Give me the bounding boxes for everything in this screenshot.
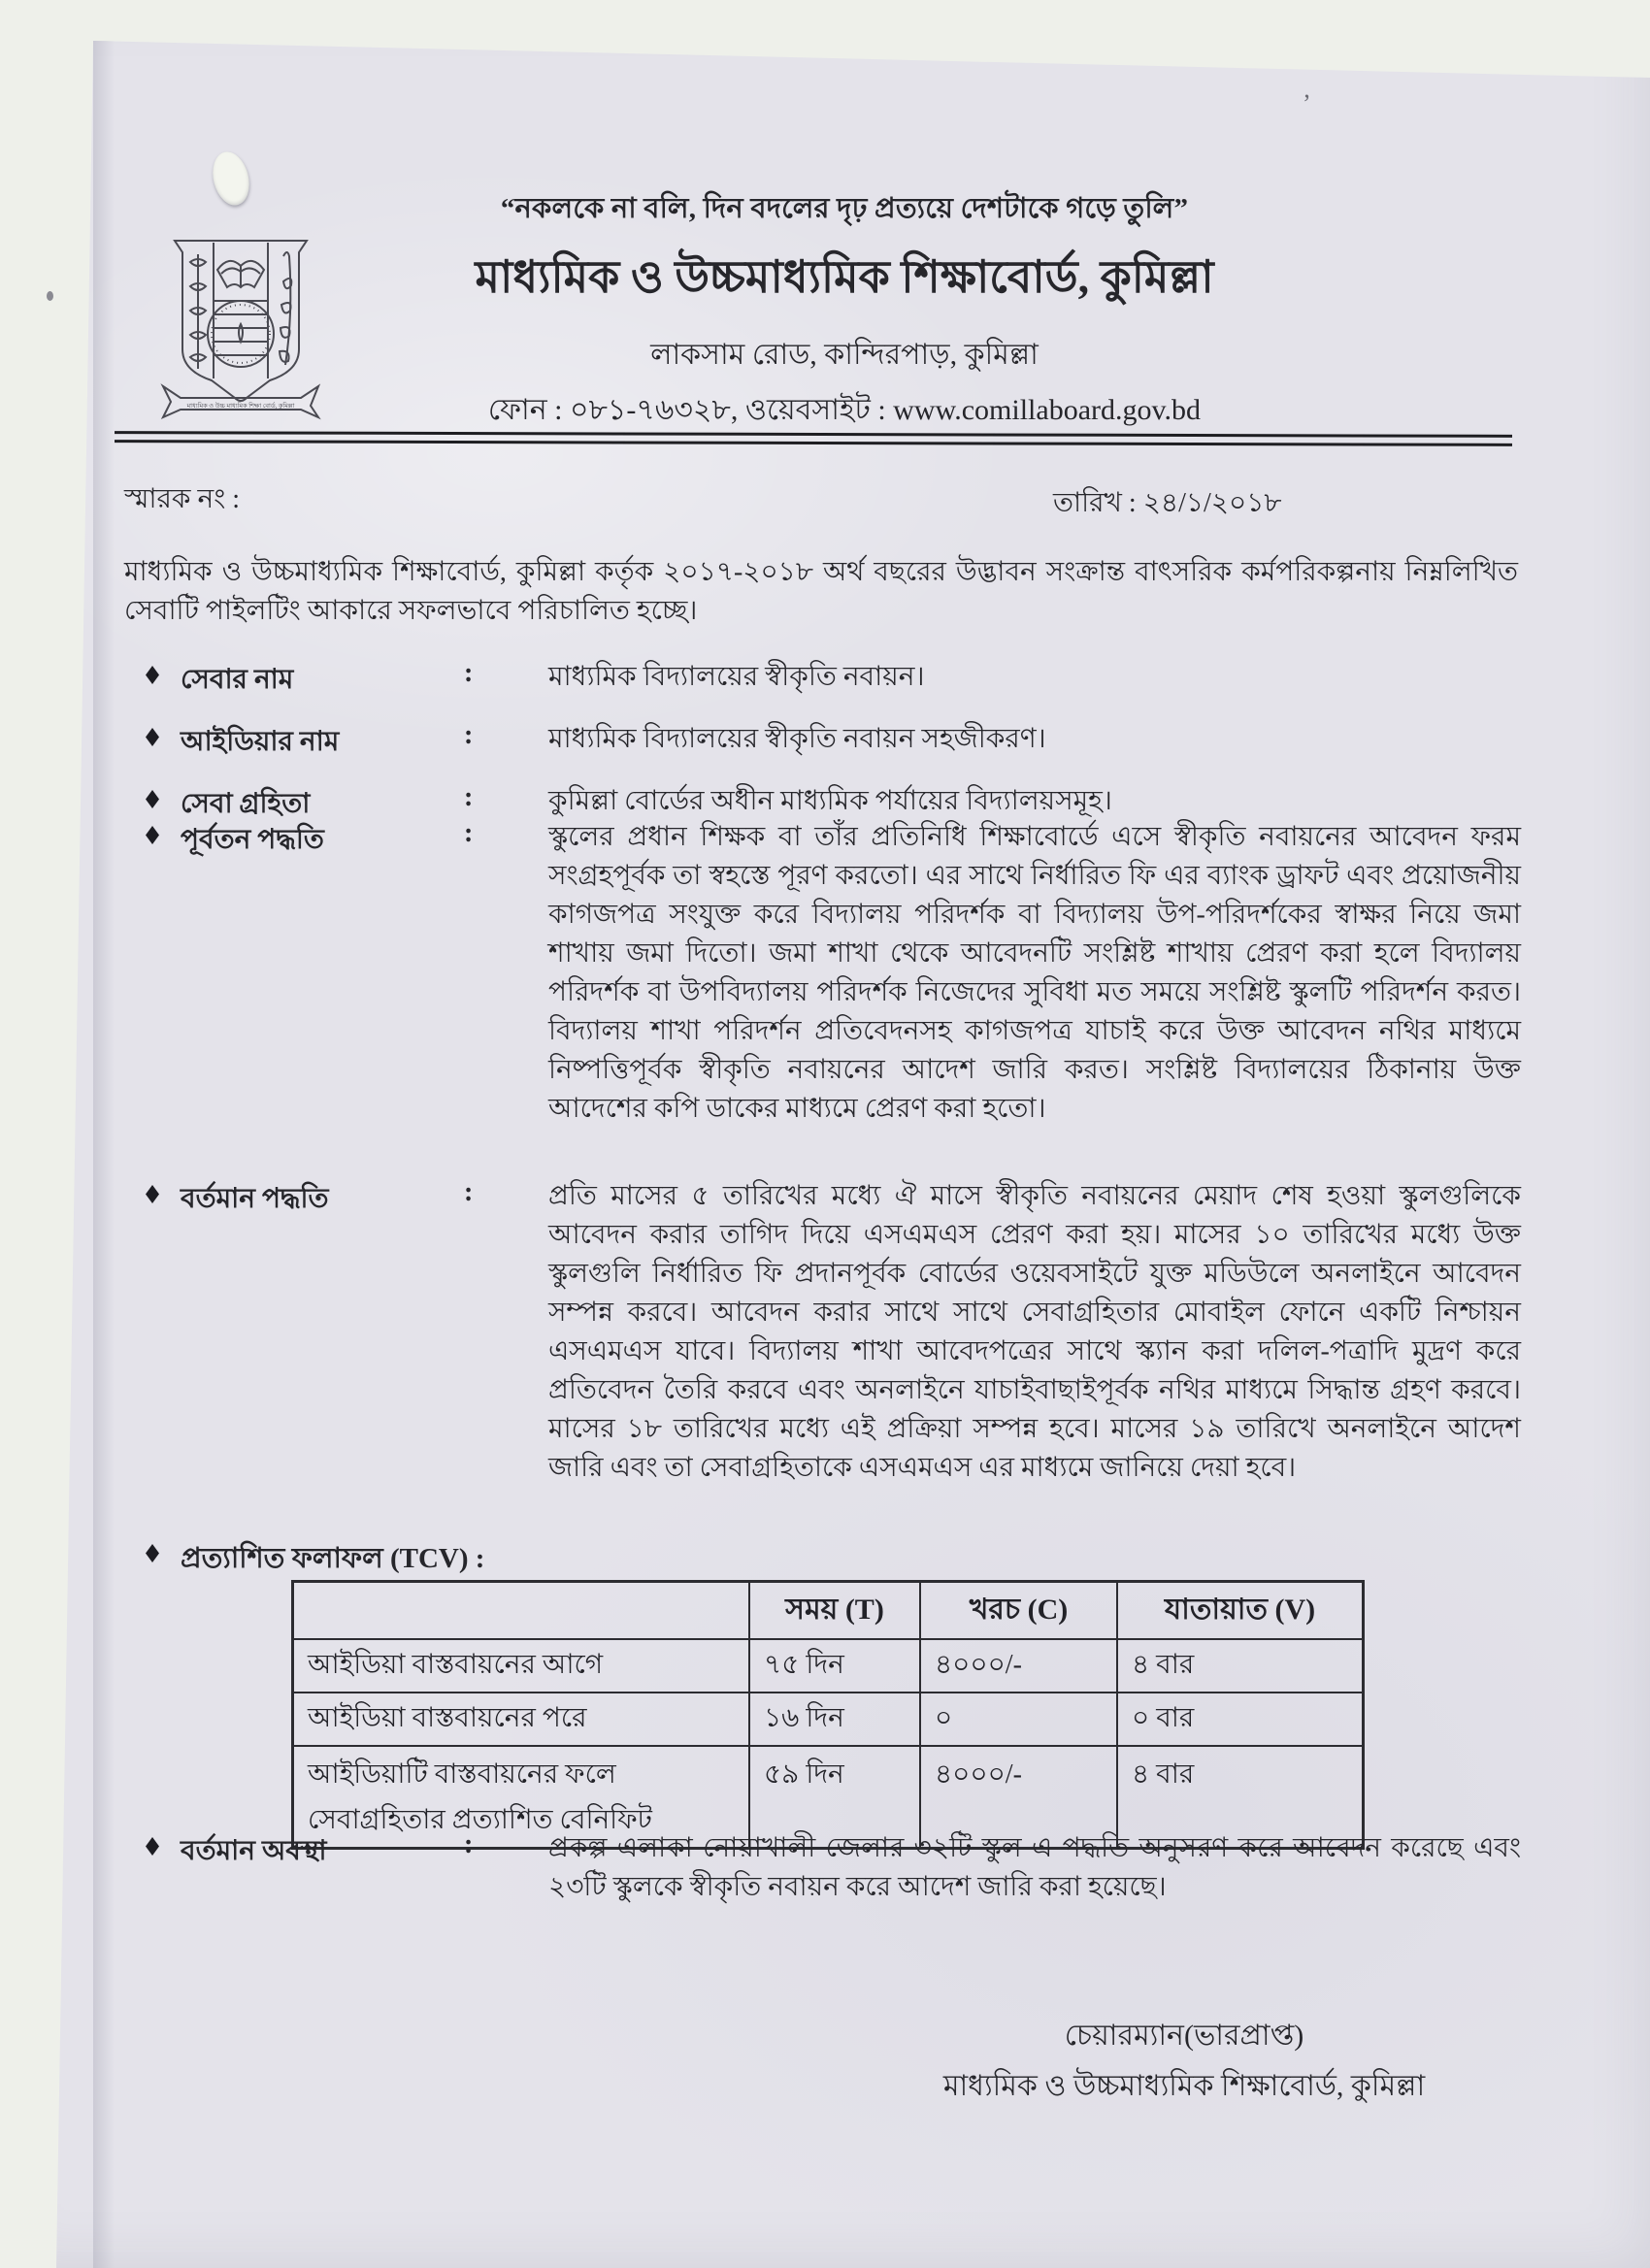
intro-paragraph: মাধ্যমিক ও উচ্চমাধ্যমিক শিক্ষাবোর্ড, কুমিল্লা কর্তৃক ২০১৭-২০১৮ অর্থ বছরের উদ্ভাবন সংক্রান্ত বাৎসরিক কর্মপরিকল্পনায় নিম্নলিখিত সেবাটি পাইলটিং আকারে সফলভাবে পরিচালিত হচ্ছে। (124, 557, 1518, 626)
signature-role: চেয়ারম্যান(ভারপ্রাপ্ত) (1064, 2020, 1304, 2052)
tcv-cell: আইডিয়া বাস্তবায়নের পরে (293, 1693, 750, 1746)
bullet-label: সেবার নাম (181, 665, 294, 695)
bullet-label: আইডিয়ার নাম (181, 727, 340, 757)
logo-ribbon-text: মাধ্যমিক ও উচ্চ মাধ্যমিক শিক্ষা বোর্ড, কুমিল্লা (186, 403, 295, 410)
bullet-colon: : (464, 818, 474, 848)
slogan-text: “নকলকে না বলি, দিন বদলের দৃঢ় প্রত্যয়ে দেশটাকে গড়ে তুলি” (500, 193, 1189, 224)
bullet-colon: : (464, 1829, 474, 1859)
tcv-header-time: সময় (T) (749, 1582, 920, 1640)
tcv-table-header-row (293, 1582, 1364, 1640)
bullet-label: পূর্বতন পদ্ধতি (181, 825, 324, 855)
org-name: মাধ্যমিক ও উচ্চমাধ্যমিক শিক্ষাবোর্ড, কুমিল্লা (475, 252, 1214, 302)
tcv-cell: ৪০০০/- (920, 1639, 1117, 1693)
memo-number-label: স্মারক নং : (124, 484, 241, 514)
tcv-cell: ০ (920, 1693, 1117, 1746)
tcv-table-row-before (293, 1639, 1364, 1693)
scan-speck (47, 291, 53, 301)
tcv-cell: ৪০০০/- (920, 1746, 1117, 1849)
tcv-cell: ৫৯ দিন (749, 1746, 920, 1849)
tcv-header-blank (293, 1582, 750, 1640)
bullet-text: কুমিল্লা বোর্ডের অধীন মাধ্যমিক পর্যায়ের বিদ্যালয়সমূহ। (548, 786, 1112, 816)
bullet-label: বর্তমান পদ্ধতি (181, 1184, 329, 1214)
tcv-heading: প্রত্যাশিত ফলাফল (TCV) : (181, 1543, 485, 1574)
bullet-text: মাধ্যমিক বিদ্যালয়ের স্বীকৃতি নবায়ন। (548, 662, 925, 692)
tcv-cell: ০ বার (1117, 1693, 1364, 1746)
board-logo-emblem (153, 233, 328, 422)
bullet-label: বর্তমান অবস্থা (181, 1836, 327, 1866)
tcv-header-cost: খরচ (C) (920, 1582, 1117, 1640)
signature-org: মাধ্যমিক ও উচ্চমাধ্যমিক শিক্ষাবোর্ড, কুমিল্লা (942, 2070, 1426, 2102)
bullet-text: প্রকল্প এলাকা নোয়াখালী জেলার ৩২টি স্কুল এ পদ্ধতি অনুসরণ করে আবেদন করেছে এবং ২৩টি স্কুলকে স্বীকৃতি নবায়ন করে আদেশ জারি করা হয়েছে। (548, 1833, 1521, 1902)
logo-lamp-circle (208, 301, 274, 367)
tcv-cell: ৪ বার (1117, 1639, 1364, 1693)
logo-quill-branch (280, 252, 291, 365)
tcv-cell: ৭৫ দিন (749, 1639, 920, 1693)
bullet-colon: : (464, 658, 474, 688)
tcv-cell: আইডিয়াটি বাস্তবায়নের ফলে সেবাগ্রহিতার প্রত্যাশিত বেনিফিট (293, 1746, 750, 1849)
bullet-text: স্কুলের প্রধান শিক্ষক বা তাঁর প্রতিনিধি শিক্ষাবোর্ডে এসে স্বীকৃতি নবায়নের আবেদন ফরম সংগ্রহপূর্বক তা স্বহস্তে পূরণ করতো। এর সাথে নির্ধারিত ফি এর ব্যাংক ড্রাফট এবং প্রয়োজনীয় কাগজপত্র সংযুক্ত করে বিদ্যালয় পরিদর্শক বা বিদ্যালয় উপ-পরিদর্শকের স্বাক্ষর নিয়ে জমা শাখায় জমা দিতো। জমা শাখা থেকে আবেদনটি সংশ্লিষ্ট শাখায় প্রেরণ করা হলে বিদ্যালয় পরিদর্শক বা উপবিদ্যালয় পরিদর্শক নিজেদের সুবিধা মত সময়ে সংশ্লিষ্ট স্কুলটি পরিদর্শন করত। বিদ্যালয় শাখা পরিদর্শন প্রতিবেদনসহ কাগজপত্র যাচাই করে উক্ত আবেদন নথির মাধ্যমে নিষ্পত্তিপূর্বক স্বীকৃতি নবায়নের আদেশ জারি করত। সংশ্লিষ্ট বিদ্যালয়ের ঠিকানায় উক্ত আদেশের কপি ডাকের মাধ্যমে প্রেরণ করা হতো। (548, 822, 1521, 1124)
bullet-colon: : (464, 782, 474, 812)
tcv-cell: ৪ বার (1117, 1746, 1364, 1849)
tcv-table-row-after (293, 1693, 1364, 1746)
paper-edge-shadow (93, 41, 115, 2268)
bullet-colon: : (464, 1177, 474, 1207)
tcv-header-visit: যাতায়াত (V) (1117, 1582, 1364, 1640)
bullet-text: মাধ্যমিক বিদ্যালয়ের স্বীকৃতি নবায়ন সহজীকরণ। (548, 724, 1046, 754)
board-logo (153, 233, 328, 422)
scan-speck: ’ (1303, 89, 1311, 117)
tcv-cell: ১৬ দিন (749, 1693, 920, 1746)
org-address: লাকসাম রোড, কান্দিরপাড়, কুমিল্লা (650, 339, 1039, 371)
signature-block (874, 2011, 1495, 2112)
tcv-table (291, 1580, 1365, 1850)
logo-book-icon (217, 261, 264, 287)
logo-scales-column (190, 254, 206, 369)
tcv-cell: আইডিয়া বাস্তবায়নের আগে (293, 1639, 750, 1693)
bullet-text: প্রতি মাসের ৫ তারিখের মধ্যে ঐ মাসে স্বীকৃতি নবায়নের মেয়াদ শেষ হওয়া স্কুলগুলিকে আবেদন করার তাগিদ দিয়ে এসএমএস প্রেরণ করা হয়। মাসের ১০ তারিখের মধ্যে উক্ত স্কুলগুলি নির্ধারিত ফি প্রদানপূর্বক বোর্ডের ওয়েবসাইটে যুক্ত মডিউলে অনলাইনে আবেদন সম্পন্ন করবে। আবেদন করার সাথে সাথে সেবাগ্রহিতার মোবাইল ফোনে একটি নিশ্চায়ন এসএমএস যাবে। বিদ্যালয় শাখা আবেদপত্রের সাথে স্ক্যান করা দলিল-পত্রাদি মুদ্রণ করে প্রতিবেদন তৈরি করবে এবং অনলাইনে যাচাইবাছাইপূর্বক নথির মাধ্যমে সিদ্ধান্ত গ্রহণ করবে। মাসের ১৮ তারিখের মধ্যে এই প্রক্রিয়া সম্পন্ন হবে। মাসের ১৯ তারিখে অনলাইনে আদেশ জারি এবং তা সেবাগ্রহিতাকে এসএমএস এর মাধ্যমে জানিয়ে দেয়া হবে। (548, 1181, 1521, 1483)
letter-date: তারিখ : ২৪/১/২০১৮ (1053, 488, 1282, 518)
bullet-label: সেবা গ্রহিতা (181, 789, 311, 819)
bullet-colon: : (464, 720, 474, 750)
org-contact: ফোন : ০৮১-৭৬৩২৮, ওয়েবসাইট : www.comillaboard.gov.bd (487, 394, 1202, 426)
letterhead (320, 186, 1369, 436)
